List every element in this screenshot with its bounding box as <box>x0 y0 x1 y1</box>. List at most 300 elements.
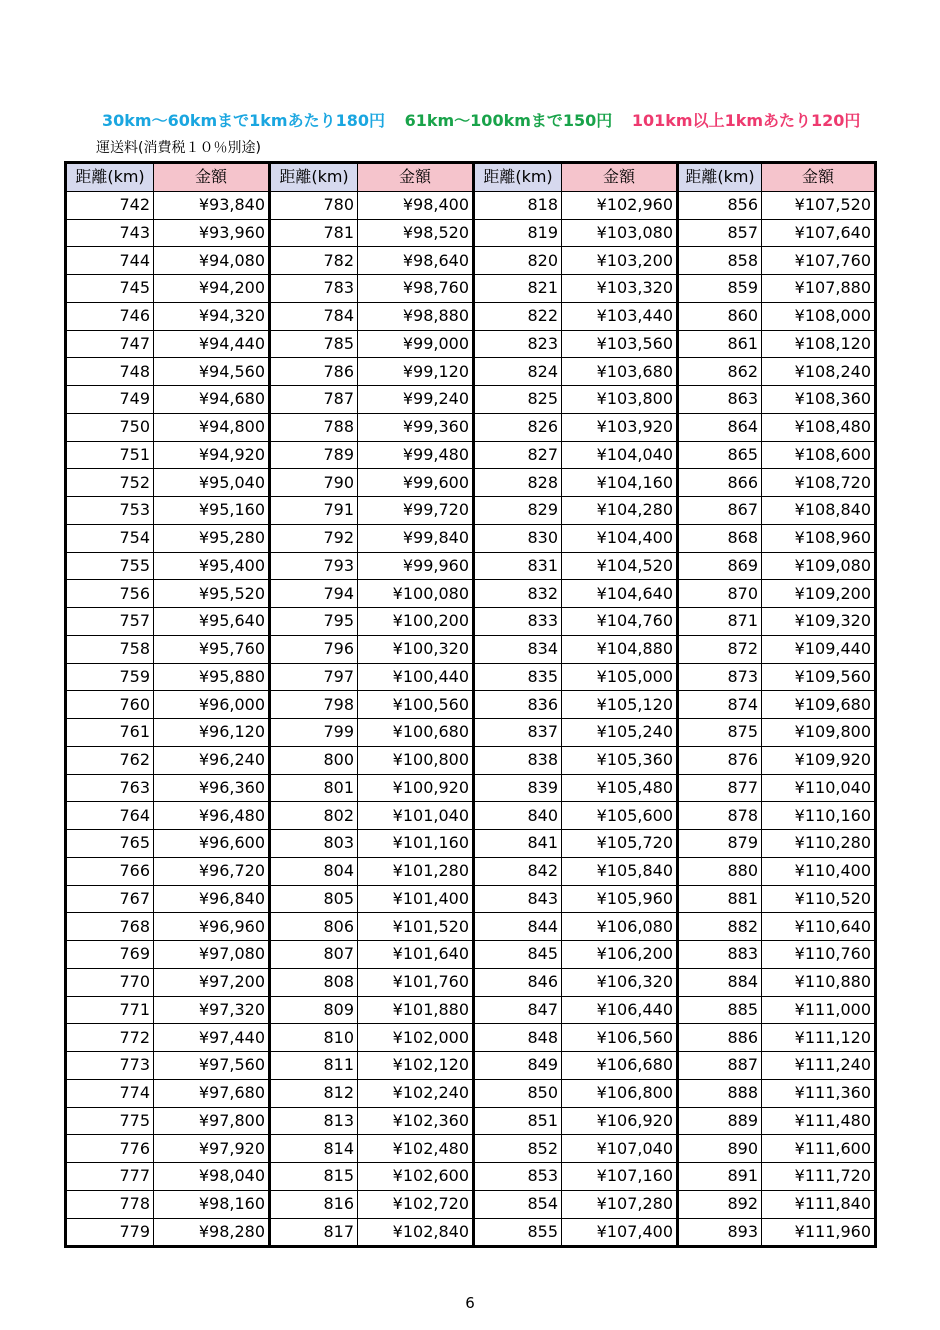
amount-cell: ¥111,120 <box>762 1024 876 1052</box>
table-row <box>66 1163 876 1191</box>
distance-cell: 743 <box>66 219 154 247</box>
distance-cell: 786 <box>270 358 358 386</box>
distance-cell: 789 <box>270 441 358 469</box>
distance-cell: 852 <box>474 1135 562 1163</box>
distance-cell: 854 <box>474 1190 562 1218</box>
amount-cell: ¥95,400 <box>154 552 270 580</box>
distance-cell: 878 <box>678 802 762 830</box>
table-row <box>66 247 876 275</box>
amount-cell: ¥111,840 <box>762 1190 876 1218</box>
amount-cell: ¥95,160 <box>154 497 270 525</box>
table-body <box>66 191 876 1247</box>
table-row <box>66 635 876 663</box>
distance-cell: 842 <box>474 857 562 885</box>
amount-cell: ¥98,400 <box>358 191 474 219</box>
column-header-amount: 金額 <box>154 163 270 192</box>
distance-cell: 751 <box>66 441 154 469</box>
distance-cell: 811 <box>270 1052 358 1080</box>
amount-cell: ¥102,600 <box>358 1163 474 1191</box>
distance-cell: 778 <box>66 1190 154 1218</box>
amount-cell: ¥101,640 <box>358 941 474 969</box>
distance-cell: 849 <box>474 1052 562 1080</box>
amount-cell: ¥101,400 <box>358 885 474 913</box>
amount-cell: ¥96,720 <box>154 857 270 885</box>
distance-cell: 805 <box>270 885 358 913</box>
amount-cell: ¥101,760 <box>358 968 474 996</box>
distance-cell: 843 <box>474 885 562 913</box>
distance-cell: 788 <box>270 413 358 441</box>
amount-cell: ¥104,280 <box>562 497 678 525</box>
amount-cell: ¥93,960 <box>154 219 270 247</box>
distance-cell: 822 <box>474 302 562 330</box>
distance-cell: 828 <box>474 469 562 497</box>
distance-cell: 781 <box>270 219 358 247</box>
distance-cell: 824 <box>474 358 562 386</box>
amount-cell: ¥110,760 <box>762 941 876 969</box>
distance-cell: 818 <box>474 191 562 219</box>
distance-cell: 840 <box>474 802 562 830</box>
table-row <box>66 1218 876 1247</box>
amount-cell: ¥99,600 <box>358 469 474 497</box>
amount-cell: ¥98,520 <box>358 219 474 247</box>
amount-cell: ¥97,080 <box>154 941 270 969</box>
amount-cell: ¥109,680 <box>762 691 876 719</box>
amount-cell: ¥94,320 <box>154 302 270 330</box>
distance-cell: 787 <box>270 386 358 414</box>
distance-cell: 823 <box>474 330 562 358</box>
distance-cell: 744 <box>66 247 154 275</box>
table-row <box>66 968 876 996</box>
distance-cell: 792 <box>270 524 358 552</box>
distance-cell: 838 <box>474 746 562 774</box>
amount-cell: ¥110,880 <box>762 968 876 996</box>
distance-cell: 782 <box>270 247 358 275</box>
column-header-amount: 金額 <box>562 163 678 192</box>
distance-cell: 783 <box>270 275 358 303</box>
distance-cell: 890 <box>678 1135 762 1163</box>
column-header-amount: 金額 <box>762 163 876 192</box>
amount-cell: ¥110,640 <box>762 913 876 941</box>
amount-cell: ¥105,000 <box>562 663 678 691</box>
amount-cell: ¥108,000 <box>762 302 876 330</box>
distance-cell: 867 <box>678 497 762 525</box>
amount-cell: ¥95,040 <box>154 469 270 497</box>
table-row <box>66 913 876 941</box>
amount-cell: ¥99,720 <box>358 497 474 525</box>
amount-cell: ¥105,840 <box>562 857 678 885</box>
amount-cell: ¥94,800 <box>154 413 270 441</box>
amount-cell: ¥110,280 <box>762 830 876 858</box>
amount-cell: ¥98,280 <box>154 1218 270 1247</box>
table-row <box>66 830 876 858</box>
amount-cell: ¥111,600 <box>762 1135 876 1163</box>
amount-cell: ¥99,240 <box>358 386 474 414</box>
amount-cell: ¥111,000 <box>762 996 876 1024</box>
distance-cell: 887 <box>678 1052 762 1080</box>
rate-summary <box>102 108 902 134</box>
distance-cell: 812 <box>270 1079 358 1107</box>
distance-cell: 883 <box>678 941 762 969</box>
distance-cell: 864 <box>678 413 762 441</box>
table-row <box>66 774 876 802</box>
amount-cell: ¥105,720 <box>562 830 678 858</box>
amount-cell: ¥104,880 <box>562 635 678 663</box>
distance-cell: 808 <box>270 968 358 996</box>
amount-cell: ¥103,800 <box>562 386 678 414</box>
amount-cell: ¥109,920 <box>762 746 876 774</box>
distance-cell: 876 <box>678 746 762 774</box>
amount-cell: ¥107,040 <box>562 1135 678 1163</box>
distance-cell: 889 <box>678 1107 762 1135</box>
distance-cell: 868 <box>678 524 762 552</box>
amount-cell: ¥102,720 <box>358 1190 474 1218</box>
amount-cell: ¥110,040 <box>762 774 876 802</box>
table-row <box>66 386 876 414</box>
distance-cell: 845 <box>474 941 562 969</box>
table-row <box>66 330 876 358</box>
amount-cell: ¥104,640 <box>562 580 678 608</box>
amount-cell: ¥97,920 <box>154 1135 270 1163</box>
distance-cell: 750 <box>66 413 154 441</box>
table-row <box>66 358 876 386</box>
distance-cell: 776 <box>66 1135 154 1163</box>
amount-cell: ¥101,160 <box>358 830 474 858</box>
amount-cell: ¥111,960 <box>762 1218 876 1247</box>
amount-cell: ¥104,760 <box>562 608 678 636</box>
distance-cell: 803 <box>270 830 358 858</box>
distance-cell: 844 <box>474 913 562 941</box>
table-row <box>66 441 876 469</box>
amount-cell: ¥106,800 <box>562 1079 678 1107</box>
distance-cell: 886 <box>678 1024 762 1052</box>
distance-cell: 870 <box>678 580 762 608</box>
amount-cell: ¥106,560 <box>562 1024 678 1052</box>
distance-cell: 830 <box>474 524 562 552</box>
amount-cell: ¥107,760 <box>762 247 876 275</box>
distance-cell: 879 <box>678 830 762 858</box>
amount-cell: ¥94,560 <box>154 358 270 386</box>
distance-cell: 873 <box>678 663 762 691</box>
amount-cell: ¥103,320 <box>562 275 678 303</box>
table-row <box>66 469 876 497</box>
table-row <box>66 885 876 913</box>
distance-cell: 747 <box>66 330 154 358</box>
amount-cell: ¥110,520 <box>762 885 876 913</box>
amount-cell: ¥108,960 <box>762 524 876 552</box>
table-row <box>66 580 876 608</box>
table-row <box>66 524 876 552</box>
amount-cell: ¥101,520 <box>358 913 474 941</box>
amount-cell: ¥95,880 <box>154 663 270 691</box>
amount-cell: ¥108,720 <box>762 469 876 497</box>
distance-cell: 871 <box>678 608 762 636</box>
column-header-distance: 距離(km) <box>678 163 762 192</box>
amount-cell: ¥110,160 <box>762 802 876 830</box>
distance-cell: 768 <box>66 913 154 941</box>
distance-cell: 833 <box>474 608 562 636</box>
distance-cell: 800 <box>270 746 358 774</box>
distance-cell: 850 <box>474 1079 562 1107</box>
distance-cell: 832 <box>474 580 562 608</box>
table-row <box>66 996 876 1024</box>
distance-cell: 847 <box>474 996 562 1024</box>
distance-cell: 745 <box>66 275 154 303</box>
amount-cell: ¥101,880 <box>358 996 474 1024</box>
amount-cell: ¥93,840 <box>154 191 270 219</box>
distance-cell: 817 <box>270 1218 358 1247</box>
amount-cell: ¥96,240 <box>154 746 270 774</box>
distance-cell: 888 <box>678 1079 762 1107</box>
distance-cell: 746 <box>66 302 154 330</box>
amount-cell: ¥95,760 <box>154 635 270 663</box>
amount-cell: ¥103,560 <box>562 330 678 358</box>
amount-cell: ¥104,520 <box>562 552 678 580</box>
distance-cell: 753 <box>66 497 154 525</box>
shipping-rate-table <box>64 161 877 1248</box>
distance-cell: 794 <box>270 580 358 608</box>
distance-cell: 755 <box>66 552 154 580</box>
distance-cell: 851 <box>474 1107 562 1135</box>
amount-cell: ¥94,080 <box>154 247 270 275</box>
distance-cell: 856 <box>678 191 762 219</box>
table-row <box>66 1024 876 1052</box>
amount-cell: ¥97,320 <box>154 996 270 1024</box>
amount-cell: ¥99,840 <box>358 524 474 552</box>
distance-cell: 834 <box>474 635 562 663</box>
distance-cell: 858 <box>678 247 762 275</box>
amount-cell: ¥109,800 <box>762 719 876 747</box>
amount-cell: ¥96,960 <box>154 913 270 941</box>
amount-cell: ¥97,200 <box>154 968 270 996</box>
amount-cell: ¥100,320 <box>358 635 474 663</box>
distance-cell: 748 <box>66 358 154 386</box>
amount-cell: ¥104,160 <box>562 469 678 497</box>
distance-cell: 752 <box>66 469 154 497</box>
distance-cell: 809 <box>270 996 358 1024</box>
distance-cell: 821 <box>474 275 562 303</box>
amount-cell: ¥104,040 <box>562 441 678 469</box>
amount-cell: ¥103,200 <box>562 247 678 275</box>
page-number: 6 <box>465 1294 475 1312</box>
amount-cell: ¥102,960 <box>562 191 678 219</box>
distance-cell: 829 <box>474 497 562 525</box>
distance-cell: 862 <box>678 358 762 386</box>
distance-cell: 863 <box>678 386 762 414</box>
table-caption: 運送料(消費税１０％別途) <box>96 140 261 156</box>
distance-cell: 839 <box>474 774 562 802</box>
amount-cell: ¥103,080 <box>562 219 678 247</box>
distance-cell: 773 <box>66 1052 154 1080</box>
amount-cell: ¥95,280 <box>154 524 270 552</box>
table-row <box>66 857 876 885</box>
amount-cell: ¥105,120 <box>562 691 678 719</box>
distance-cell: 820 <box>474 247 562 275</box>
amount-cell: ¥111,360 <box>762 1079 876 1107</box>
distance-cell: 806 <box>270 913 358 941</box>
table-header-row <box>66 163 876 192</box>
amount-cell: ¥95,520 <box>154 580 270 608</box>
distance-cell: 857 <box>678 219 762 247</box>
table-row <box>66 1107 876 1135</box>
distance-cell: 872 <box>678 635 762 663</box>
distance-cell: 784 <box>270 302 358 330</box>
distance-cell: 798 <box>270 691 358 719</box>
amount-cell: ¥103,680 <box>562 358 678 386</box>
table-row <box>66 691 876 719</box>
distance-cell: 749 <box>66 386 154 414</box>
distance-cell: 758 <box>66 635 154 663</box>
amount-cell: ¥102,120 <box>358 1052 474 1080</box>
amount-cell: ¥105,360 <box>562 746 678 774</box>
amount-cell: ¥100,680 <box>358 719 474 747</box>
distance-cell: 813 <box>270 1107 358 1135</box>
rate-tier-3: 101km以上1kmあたり120円 <box>631 111 861 130</box>
amount-cell: ¥106,080 <box>562 913 678 941</box>
distance-cell: 826 <box>474 413 562 441</box>
amount-cell: ¥102,360 <box>358 1107 474 1135</box>
amount-cell: ¥98,760 <box>358 275 474 303</box>
distance-cell: 799 <box>270 719 358 747</box>
amount-cell: ¥107,400 <box>562 1218 678 1247</box>
table-row <box>66 1190 876 1218</box>
amount-cell: ¥107,880 <box>762 275 876 303</box>
distance-cell: 804 <box>270 857 358 885</box>
distance-cell: 777 <box>66 1163 154 1191</box>
amount-cell: ¥105,960 <box>562 885 678 913</box>
table-row <box>66 802 876 830</box>
amount-cell: ¥96,480 <box>154 802 270 830</box>
amount-cell: ¥108,240 <box>762 358 876 386</box>
table-row <box>66 1079 876 1107</box>
distance-cell: 855 <box>474 1218 562 1247</box>
amount-cell: ¥110,400 <box>762 857 876 885</box>
distance-cell: 772 <box>66 1024 154 1052</box>
distance-cell: 825 <box>474 386 562 414</box>
distance-cell: 769 <box>66 941 154 969</box>
distance-cell: 848 <box>474 1024 562 1052</box>
column-header-distance: 距離(km) <box>270 163 358 192</box>
distance-cell: 884 <box>678 968 762 996</box>
amount-cell: ¥94,680 <box>154 386 270 414</box>
amount-cell: ¥98,880 <box>358 302 474 330</box>
distance-cell: 814 <box>270 1135 358 1163</box>
distance-cell: 771 <box>66 996 154 1024</box>
distance-cell: 793 <box>270 552 358 580</box>
amount-cell: ¥100,920 <box>358 774 474 802</box>
amount-cell: ¥99,360 <box>358 413 474 441</box>
distance-cell: 831 <box>474 552 562 580</box>
amount-cell: ¥96,840 <box>154 885 270 913</box>
distance-cell: 775 <box>66 1107 154 1135</box>
amount-cell: ¥102,000 <box>358 1024 474 1052</box>
amount-cell: ¥100,440 <box>358 663 474 691</box>
table-row <box>66 941 876 969</box>
distance-cell: 836 <box>474 691 562 719</box>
distance-cell: 764 <box>66 802 154 830</box>
amount-cell: ¥106,320 <box>562 968 678 996</box>
amount-cell: ¥108,480 <box>762 413 876 441</box>
table-row <box>66 497 876 525</box>
amount-cell: ¥99,480 <box>358 441 474 469</box>
amount-cell: ¥97,800 <box>154 1107 270 1135</box>
table-row <box>66 1135 876 1163</box>
amount-cell: ¥94,920 <box>154 441 270 469</box>
amount-cell: ¥104,400 <box>562 524 678 552</box>
amount-cell: ¥108,120 <box>762 330 876 358</box>
amount-cell: ¥107,640 <box>762 219 876 247</box>
rate-tier-1: 30km～60kmまで1kmあたり180円 <box>102 111 386 130</box>
distance-cell: 885 <box>678 996 762 1024</box>
amount-cell: ¥106,680 <box>562 1052 678 1080</box>
amount-cell: ¥109,440 <box>762 635 876 663</box>
distance-cell: 853 <box>474 1163 562 1191</box>
table-row <box>66 302 876 330</box>
distance-cell: 882 <box>678 913 762 941</box>
distance-cell: 891 <box>678 1163 762 1191</box>
amount-cell: ¥111,480 <box>762 1107 876 1135</box>
distance-cell: 810 <box>270 1024 358 1052</box>
distance-cell: 762 <box>66 746 154 774</box>
amount-cell: ¥102,240 <box>358 1079 474 1107</box>
amount-cell: ¥103,920 <box>562 413 678 441</box>
distance-cell: 860 <box>678 302 762 330</box>
distance-cell: 742 <box>66 191 154 219</box>
distance-cell: 797 <box>270 663 358 691</box>
amount-cell: ¥102,840 <box>358 1218 474 1247</box>
amount-cell: ¥97,560 <box>154 1052 270 1080</box>
column-header-distance: 距離(km) <box>474 163 562 192</box>
table-row <box>66 275 876 303</box>
amount-cell: ¥100,080 <box>358 580 474 608</box>
rate-tier-2: 61km～100kmまで150円 <box>404 111 613 130</box>
amount-cell: ¥99,960 <box>358 552 474 580</box>
amount-cell: ¥107,160 <box>562 1163 678 1191</box>
distance-cell: 779 <box>66 1218 154 1247</box>
distance-cell: 761 <box>66 719 154 747</box>
table-row <box>66 719 876 747</box>
amount-cell: ¥105,600 <box>562 802 678 830</box>
amount-cell: ¥105,480 <box>562 774 678 802</box>
amount-cell: ¥109,200 <box>762 580 876 608</box>
distance-cell: 801 <box>270 774 358 802</box>
amount-cell: ¥95,640 <box>154 608 270 636</box>
distance-cell: 754 <box>66 524 154 552</box>
amount-cell: ¥96,360 <box>154 774 270 802</box>
amount-cell: ¥100,200 <box>358 608 474 636</box>
amount-cell: ¥97,440 <box>154 1024 270 1052</box>
distance-cell: 846 <box>474 968 562 996</box>
distance-cell: 759 <box>66 663 154 691</box>
distance-cell: 875 <box>678 719 762 747</box>
amount-cell: ¥99,120 <box>358 358 474 386</box>
distance-cell: 767 <box>66 885 154 913</box>
amount-cell: ¥111,720 <box>762 1163 876 1191</box>
distance-cell: 815 <box>270 1163 358 1191</box>
amount-cell: ¥94,440 <box>154 330 270 358</box>
table-row <box>66 746 876 774</box>
amount-cell: ¥100,560 <box>358 691 474 719</box>
amount-cell: ¥96,000 <box>154 691 270 719</box>
distance-cell: 757 <box>66 608 154 636</box>
table-row <box>66 219 876 247</box>
amount-cell: ¥98,040 <box>154 1163 270 1191</box>
distance-cell: 819 <box>474 219 562 247</box>
distance-cell: 765 <box>66 830 154 858</box>
column-header-amount: 金額 <box>358 163 474 192</box>
amount-cell: ¥106,440 <box>562 996 678 1024</box>
distance-cell: 780 <box>270 191 358 219</box>
distance-cell: 785 <box>270 330 358 358</box>
